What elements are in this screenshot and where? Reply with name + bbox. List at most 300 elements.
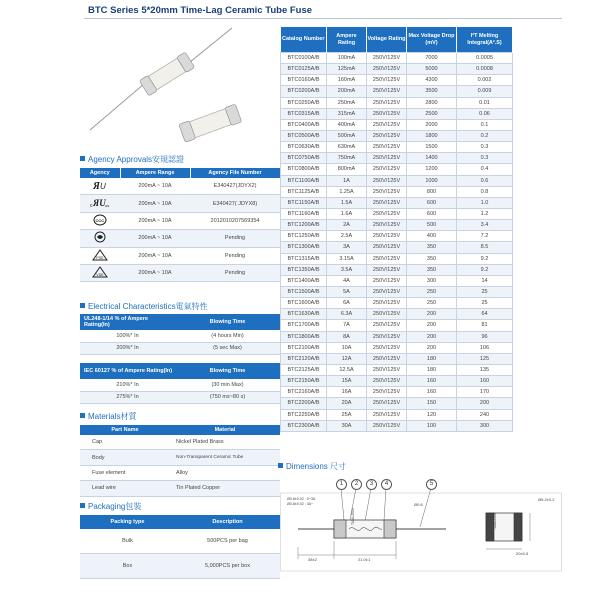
table-row xyxy=(281,231,513,242)
table-cell: 200mA ~ 10A xyxy=(120,195,190,212)
catalog-number-col-header: Catalog Number xyxy=(281,27,327,53)
lead-diameter-small: Ø0.6±0.02 : 0~3A xyxy=(287,497,316,501)
table-cell: 315mA xyxy=(327,108,367,119)
table-cell: 250V/125V xyxy=(367,64,407,75)
packaging-table xyxy=(80,515,280,579)
table-row xyxy=(281,264,513,275)
table-cell: BTC1315A/B xyxy=(281,253,327,264)
table-cell: Cap xyxy=(80,435,170,450)
table-cell: 400 xyxy=(407,231,457,242)
table-cell: 200mA ~ 10A xyxy=(120,212,190,229)
table-cell: 3.4 xyxy=(457,220,513,231)
table-cell: 1A xyxy=(327,175,367,186)
table-cell: 180 xyxy=(407,353,457,364)
materials-table xyxy=(80,425,280,497)
voltage-drop-col-header: Max Voltage Drop (mV) xyxy=(407,27,457,53)
table-cell: 200mA ~ 10A xyxy=(120,178,190,195)
blowing-time-col-header: Blowing Time xyxy=(175,363,280,379)
page-title: BTC Series 5*20mm Time-Lag Ceramic Tube Fuse xyxy=(88,5,313,16)
callout-4: 4 xyxy=(381,479,392,490)
table-cell: 250V/125V xyxy=(367,197,407,208)
table-cell: 25 xyxy=(457,298,513,309)
table-cell: BTC0125A/B xyxy=(281,64,327,75)
table-cell: 250V/125V xyxy=(367,108,407,119)
table-cell: Alloy xyxy=(170,465,280,480)
table-cell: BTC0100A/B xyxy=(281,53,327,64)
table-cell: 9.2 xyxy=(457,253,513,264)
table-cell: 250V/125V xyxy=(367,309,407,320)
table-cell: 250V/125V xyxy=(367,97,407,108)
table-cell: 30A xyxy=(327,420,367,431)
table-cell: 16A xyxy=(327,387,367,398)
table-cell: 135 xyxy=(457,364,513,375)
table-cell: 800mA xyxy=(327,164,367,175)
table-cell: BTC0800A/B xyxy=(281,164,327,175)
table-cell: BTC1200A/B xyxy=(281,220,327,231)
electrical-title-text: Electrical Characteristics電氣特性 xyxy=(88,302,208,311)
table-cell: BTC0160A/B xyxy=(281,75,327,86)
table-cell: 200%* In xyxy=(80,342,175,355)
table-row xyxy=(80,481,280,496)
table-cell: 1.25A xyxy=(327,186,367,197)
table-cell: 3.15A xyxy=(327,253,367,264)
table-cell: BTC0500A/B xyxy=(281,130,327,141)
table-cell: 630mA xyxy=(327,142,367,153)
callout-2: 2 xyxy=(351,479,362,490)
table-cell: 4A xyxy=(327,275,367,286)
table-row xyxy=(80,379,280,391)
table-cell: 2800 xyxy=(407,97,457,108)
table-cell: BTC2150A/B xyxy=(281,376,327,387)
table-cell: 8.5 xyxy=(457,242,513,253)
svg-text:CCC: CCC xyxy=(95,217,105,223)
table-cell: 250V/125V xyxy=(367,130,407,141)
table-cell: 0.1 xyxy=(457,119,513,130)
table-cell: BTC1250A/B xyxy=(281,231,327,242)
table-cell: Bulk xyxy=(80,529,175,554)
table-cell: 2012010207569354 xyxy=(190,212,280,229)
table-cell: 96 xyxy=(457,331,513,342)
table-cell: 250 xyxy=(407,298,457,309)
table-cell: 250V/125V xyxy=(367,231,407,242)
table-cell: 120 xyxy=(407,409,457,420)
ampere-rating-col-header: Ampere Rating xyxy=(327,27,367,53)
svg-text:VDE: VDE xyxy=(96,273,104,278)
agency-col-header: Agency xyxy=(80,168,120,178)
svg-text:U: U xyxy=(100,182,106,192)
table-cell: 300 xyxy=(457,420,513,431)
table-cell: 200mA ~ 10A xyxy=(120,230,190,247)
title-divider xyxy=(84,18,562,19)
body-length-label: 20±0.5 xyxy=(516,551,529,556)
packaging-section-title xyxy=(80,502,141,512)
table-cell: 250V/125V xyxy=(367,220,407,231)
pse-logo-icon xyxy=(80,247,120,264)
table-cell: 6A xyxy=(327,298,367,309)
table-cell: 25A xyxy=(327,409,367,420)
table-cell: 7.2 xyxy=(457,231,513,242)
fuse-spec-table-body xyxy=(281,53,513,432)
table-cell: 1800 xyxy=(407,130,457,141)
ul-blowing-table xyxy=(80,314,280,355)
callout-5: 5 xyxy=(426,479,437,490)
table-cell: (5 sec Max) xyxy=(175,342,280,355)
table-row xyxy=(80,391,280,404)
table-row xyxy=(281,275,513,286)
part-name-col-header: Part Name xyxy=(80,425,170,435)
table-cell: 0.01 xyxy=(457,97,513,108)
svg-text:ЯU: ЯU xyxy=(93,197,106,208)
electrical-section-title xyxy=(80,302,208,312)
table-cell: (30 min Max) xyxy=(175,379,280,391)
ul-logo-icon xyxy=(80,178,120,195)
table-cell: 125 xyxy=(457,353,513,364)
table-cell: 250V/125V xyxy=(367,286,407,297)
table-row xyxy=(80,230,280,247)
table-cell: BTC1630A/B xyxy=(281,309,327,320)
melting-integral-col-header: I²T Melting Integral(A².S) xyxy=(457,27,513,53)
table-cell: 250V/125V xyxy=(367,353,407,364)
table-cell: 160mA xyxy=(327,75,367,86)
table-row xyxy=(281,320,513,331)
agency-table xyxy=(80,168,281,282)
table-row xyxy=(80,178,280,195)
table-row xyxy=(281,253,513,264)
table-row xyxy=(281,409,513,420)
table-cell: 12.5A xyxy=(327,364,367,375)
table-cell: 1.5A xyxy=(327,197,367,208)
table-cell: 170 xyxy=(457,387,513,398)
table-row xyxy=(281,164,513,175)
table-cell: 200mA ~ 10A xyxy=(120,264,190,281)
table-cell: BTC1800A/B xyxy=(281,331,327,342)
table-row xyxy=(80,435,280,450)
table-cell: 9.2 xyxy=(457,264,513,275)
table-cell: 20A xyxy=(327,398,367,409)
section-bullet-icon xyxy=(80,413,85,418)
table-row xyxy=(281,64,513,75)
table-cell: 250V/125V xyxy=(367,264,407,275)
table-cell: Pending xyxy=(190,247,280,264)
table-cell: E340427( JDYX8) xyxy=(190,195,280,212)
table-cell: 350 xyxy=(407,242,457,253)
iec-col-header: IEC 60127 % of Ampere Rating(In) xyxy=(80,363,175,379)
table-row xyxy=(281,376,513,387)
table-cell: 250V/125V xyxy=(367,153,407,164)
table-row xyxy=(281,119,513,130)
table-cell: 8A xyxy=(327,331,367,342)
table-cell: 350 xyxy=(407,264,457,275)
table-row xyxy=(281,175,513,186)
table-row xyxy=(80,330,280,342)
table-cell: 300 xyxy=(407,275,457,286)
svg-text:us: us xyxy=(105,202,110,208)
table-cell: 1.6A xyxy=(327,208,367,219)
table-cell: BTC1350A/B xyxy=(281,264,327,275)
table-cell: 250V/125V xyxy=(367,298,407,309)
table-row xyxy=(281,398,513,409)
lead-diameter-note xyxy=(287,497,315,506)
table-cell: 2000 xyxy=(407,119,457,130)
table-cell: BTC0250A/B xyxy=(281,97,327,108)
table-row xyxy=(281,153,513,164)
table-row xyxy=(281,364,513,375)
table-cell: BTC2160A/B xyxy=(281,387,327,398)
table-cell: 250V/125V xyxy=(367,275,407,286)
side-marking-text: T10AL250V xyxy=(493,513,497,530)
table-cell: 250V/125V xyxy=(367,376,407,387)
table-cell: 250V/125V xyxy=(367,53,407,64)
table-cell: 5,000PCS per box xyxy=(175,554,280,579)
fuse-cap-shape xyxy=(334,520,346,538)
table-cell: 1500 xyxy=(407,142,457,153)
table-row xyxy=(281,331,513,342)
table-cell: 800 xyxy=(407,186,457,197)
table-cell: BTC1400A/B xyxy=(281,275,327,286)
ccc-logo-icon xyxy=(80,212,120,229)
table-cell: 150 xyxy=(407,398,457,409)
table-cell: 250V/125V xyxy=(367,86,407,97)
table-cell: 600 xyxy=(407,208,457,219)
iec-blowing-table xyxy=(80,363,280,404)
body-marking-text: T10AL250V xyxy=(351,508,355,525)
table-cell: Pending xyxy=(190,264,280,281)
section-bullet-icon xyxy=(80,303,85,308)
table-row xyxy=(281,420,513,431)
table-cell: 500PCS per bag xyxy=(175,529,280,554)
table-cell: BTC0200A/B xyxy=(281,86,327,97)
table-cell: 600 xyxy=(407,197,457,208)
table-cell: Pending xyxy=(190,230,280,247)
table-cell: BTC1300A/B xyxy=(281,242,327,253)
fuse-cap-shape xyxy=(384,520,396,538)
table-row xyxy=(281,208,513,219)
svg-text:PSE: PSE xyxy=(96,255,104,260)
table-cell: BTC0750A/B xyxy=(281,153,327,164)
table-cell: 0.3 xyxy=(457,142,513,153)
table-cell: BTC1100A/B xyxy=(281,175,327,186)
table-cell: BTC2250A/B xyxy=(281,409,327,420)
table-cell: 160 xyxy=(407,376,457,387)
table-cell: 250V/125V xyxy=(367,208,407,219)
table-cell: 7A xyxy=(327,320,367,331)
table-row xyxy=(281,342,513,353)
table-cell: 64 xyxy=(457,309,513,320)
packaging-title-text: Packaging包裝 xyxy=(88,502,142,511)
blowing-time-col-header: Blowing Time xyxy=(175,314,280,330)
table-row xyxy=(281,108,513,119)
agency-section-title xyxy=(80,155,184,165)
table-cell: Nickel Plated Brass xyxy=(170,435,280,450)
callout-1: 1 xyxy=(336,479,347,490)
table-cell: 0.6 xyxy=(457,175,513,186)
table-row xyxy=(281,387,513,398)
table-row xyxy=(80,195,280,212)
table-cell: 3.5A xyxy=(327,264,367,275)
table-cell: 4300 xyxy=(407,75,457,86)
table-cell: 25 xyxy=(457,286,513,297)
svg-text:Я: Я xyxy=(93,181,100,192)
table-cell: 250V/125V xyxy=(367,342,407,353)
table-cell: 750mA xyxy=(327,153,367,164)
agency-title-text: Agency Approvals安規認證 xyxy=(88,155,185,164)
table-cell: 1.2 xyxy=(457,208,513,219)
table-row xyxy=(80,264,280,281)
table-row xyxy=(80,450,280,465)
range-col-header: Ampere Range xyxy=(120,168,190,178)
table-row xyxy=(281,242,513,253)
materials-title-text: Materials材質 xyxy=(88,412,137,421)
table-row xyxy=(281,353,513,364)
table-cell: 0.3 xyxy=(457,153,513,164)
table-cell: 250 xyxy=(407,286,457,297)
table-cell: 180 xyxy=(407,364,457,375)
table-cell: 200 xyxy=(407,309,457,320)
table-cell: 2A xyxy=(327,220,367,231)
table-cell: BTC2200A/B xyxy=(281,398,327,409)
table-cell: 250mA xyxy=(327,97,367,108)
table-cell: 1000 xyxy=(407,175,457,186)
table-row xyxy=(80,529,280,554)
table-cell: 100mA xyxy=(327,53,367,64)
table-cell: 250V/125V xyxy=(367,119,407,130)
table-cell: 210%* In xyxy=(80,379,175,391)
table-row xyxy=(281,186,513,197)
table-cell: 200 xyxy=(407,331,457,342)
table-cell: 0.009 xyxy=(457,86,513,97)
table-row xyxy=(281,53,513,64)
table-cell: 250V/125V xyxy=(367,175,407,186)
table-cell: 250V/125V xyxy=(367,242,407,253)
table-cell: 100 xyxy=(407,420,457,431)
table-row xyxy=(281,97,513,108)
table-row xyxy=(80,342,280,355)
table-cell: 0.0008 xyxy=(457,64,513,75)
table-cell: 1.0 xyxy=(457,197,513,208)
table-cell: Body xyxy=(80,450,170,465)
table-row xyxy=(281,298,513,309)
table-cell: 250V/125V xyxy=(367,164,407,175)
table-cell: 200 xyxy=(407,342,457,353)
table-row xyxy=(281,142,513,153)
table-cell: (4 hours Min) xyxy=(175,330,280,342)
svg-text:c: c xyxy=(90,202,93,209)
table-cell: 1400 xyxy=(407,153,457,164)
table-cell: 160 xyxy=(457,376,513,387)
table-cell: BTC0315A/B xyxy=(281,108,327,119)
dimensions-drawing xyxy=(280,475,562,575)
lead-diameter-large: Ø0.8±0.02 : 3A~ xyxy=(287,501,314,506)
dimensions-section-title xyxy=(278,462,346,472)
wire-diameter-label: Ø0.6 xyxy=(414,502,423,507)
file-col-header: Agency File Number xyxy=(190,168,280,178)
table-row xyxy=(281,309,513,320)
table-row xyxy=(80,247,280,264)
description-col-header: Description xyxy=(175,515,280,529)
fuse-spec-table xyxy=(280,27,513,432)
table-cell: 500 xyxy=(407,220,457,231)
body-diameter-label: Ø5.2±0.2 xyxy=(538,497,555,502)
table-cell: 6.3A xyxy=(327,309,367,320)
table-cell: 0.0005 xyxy=(457,53,513,64)
table-cell: BTC1150A/B xyxy=(281,197,327,208)
table-cell: 250V/125V xyxy=(367,142,407,153)
voltage-rating-col-header: Voltage Rating xyxy=(367,27,407,53)
ul-col-header: UL248-1/14 % of Ampere Rating(In) xyxy=(80,314,175,330)
materials-section-title xyxy=(80,412,136,422)
table-cell: 400mA xyxy=(327,119,367,130)
table-cell: BTC2300A/B xyxy=(281,420,327,431)
section-bullet-icon xyxy=(80,156,85,161)
table-cell: 250V/125V xyxy=(367,75,407,86)
section-bullet-icon xyxy=(278,463,283,468)
table-cell: 125mA xyxy=(327,64,367,75)
table-cell: BTC2100A/B xyxy=(281,342,327,353)
table-cell: Non-Transparent Ceramic Tube xyxy=(170,450,280,465)
table-cell: 7000 xyxy=(407,53,457,64)
table-row xyxy=(80,554,280,579)
table-cell: 5000 xyxy=(407,64,457,75)
table-cell: 500mA xyxy=(327,130,367,141)
material-col-header: Material xyxy=(170,425,280,435)
table-row xyxy=(281,197,513,208)
kc-logo-icon xyxy=(80,230,120,247)
packing-type-col-header: Packing type xyxy=(80,515,175,529)
table-cell: 3A xyxy=(327,242,367,253)
table-cell: 2500 xyxy=(407,108,457,119)
table-cell: BTC1160A/B xyxy=(281,208,327,219)
table-cell: BTC2125A/B xyxy=(281,364,327,375)
table-cell: 250V/125V xyxy=(367,186,407,197)
table-cell: 100%* In xyxy=(80,330,175,342)
table-row xyxy=(281,86,513,97)
table-cell: BTC1500A/B xyxy=(281,286,327,297)
table-row xyxy=(281,130,513,141)
table-cell: 250V/125V xyxy=(367,253,407,264)
table-cell: 1200 xyxy=(407,164,457,175)
vde-logo-icon xyxy=(80,264,120,281)
table-cell: BTC0630A/B xyxy=(281,142,327,153)
dimensions-title-text: Dimensions 尺寸 xyxy=(286,462,347,471)
table-cell: Lead wire xyxy=(80,481,170,496)
table-cell: 250V/125V xyxy=(367,387,407,398)
table-cell: 15A xyxy=(327,376,367,387)
table-cell: Fuse element xyxy=(80,465,170,480)
table-cell: 200 xyxy=(457,398,513,409)
table-cell: Tin Plated Copper xyxy=(170,481,280,496)
table-cell: 200mA ~ 10A xyxy=(120,247,190,264)
table-cell: 3500 xyxy=(407,86,457,97)
table-cell: BTC1600A/B xyxy=(281,298,327,309)
table-cell: 250V/125V xyxy=(367,364,407,375)
table-cell: 250V/125V xyxy=(367,320,407,331)
table-row xyxy=(281,75,513,86)
table-cell: (750 ms~80 s) xyxy=(175,391,280,404)
table-cell: 0.06 xyxy=(457,108,513,119)
table-cell: BTC1700A/B xyxy=(281,320,327,331)
table-cell: 200mA xyxy=(327,86,367,97)
section-bullet-icon xyxy=(80,503,85,508)
table-cell: 5A xyxy=(327,286,367,297)
table-cell: 14 xyxy=(457,275,513,286)
table-cell: BTC2120A/B xyxy=(281,353,327,364)
table-cell: E340427(JDYX2) xyxy=(190,178,280,195)
table-cell: 160 xyxy=(407,387,457,398)
table-cell: 10A xyxy=(327,342,367,353)
table-cell: 250V/125V xyxy=(367,331,407,342)
table-row xyxy=(80,212,280,229)
table-cell: 350 xyxy=(407,253,457,264)
